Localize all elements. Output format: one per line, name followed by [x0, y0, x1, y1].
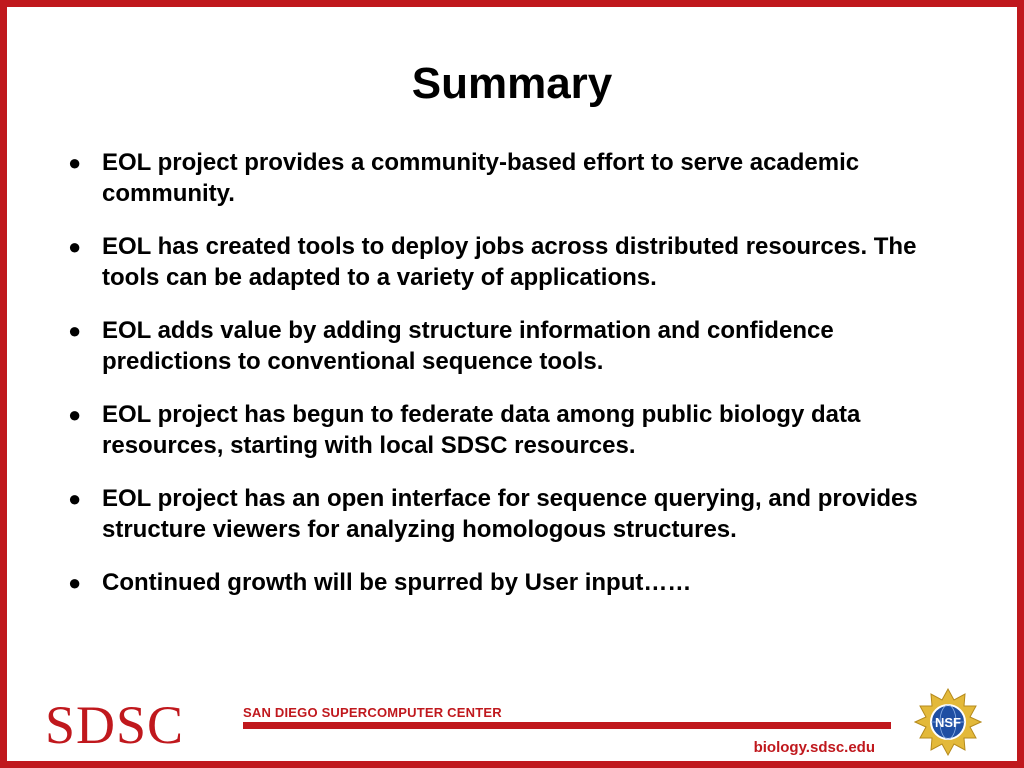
footer-divider — [243, 722, 891, 729]
bullet-marker: ● — [68, 150, 82, 175]
list-item — [65, 568, 945, 599]
bullet-list — [65, 148, 945, 622]
bullet-text: EOL project has begun to federate data among public biology data resources, starting with local SDSC resources. — [102, 401, 861, 459]
list-item — [65, 232, 945, 293]
seal-label: NSF — [935, 715, 961, 730]
bullet-marker: ● — [68, 318, 82, 343]
bullet-text: EOL project provides a community-based effort to serve academic community. — [102, 149, 860, 207]
bullet-marker: ● — [68, 486, 82, 511]
center-name: SAN DIEGO SUPERCOMPUTER CENTER — [243, 705, 502, 720]
bullet-text: EOL adds value by adding structure information and confidence predictions to conventional sequence tools. — [102, 317, 834, 375]
bullet-text: EOL has created tools to deploy jobs across distributed resources. The tools can be adapted to a variety of applications. — [102, 233, 917, 291]
bullet-marker: ● — [68, 234, 82, 259]
list-item — [65, 400, 945, 461]
bullet-text: Continued growth will be spurred by User input…… — [102, 569, 692, 596]
bullet-marker: ● — [68, 402, 82, 427]
bullet-text: EOL project has an open interface for sequence querying, and provides structure viewers for analyzing homologous structures. — [102, 485, 918, 543]
footer-url: biology.sdsc.edu — [753, 739, 875, 756]
slide-title: Summary — [411, 59, 613, 108]
bullet-marker: ● — [68, 570, 82, 595]
list-item — [65, 148, 945, 209]
sdsc-logo: SDSC — [45, 695, 185, 755]
nsf-seal-icon — [914, 688, 982, 756]
list-item — [65, 316, 945, 377]
list-item — [65, 484, 945, 545]
